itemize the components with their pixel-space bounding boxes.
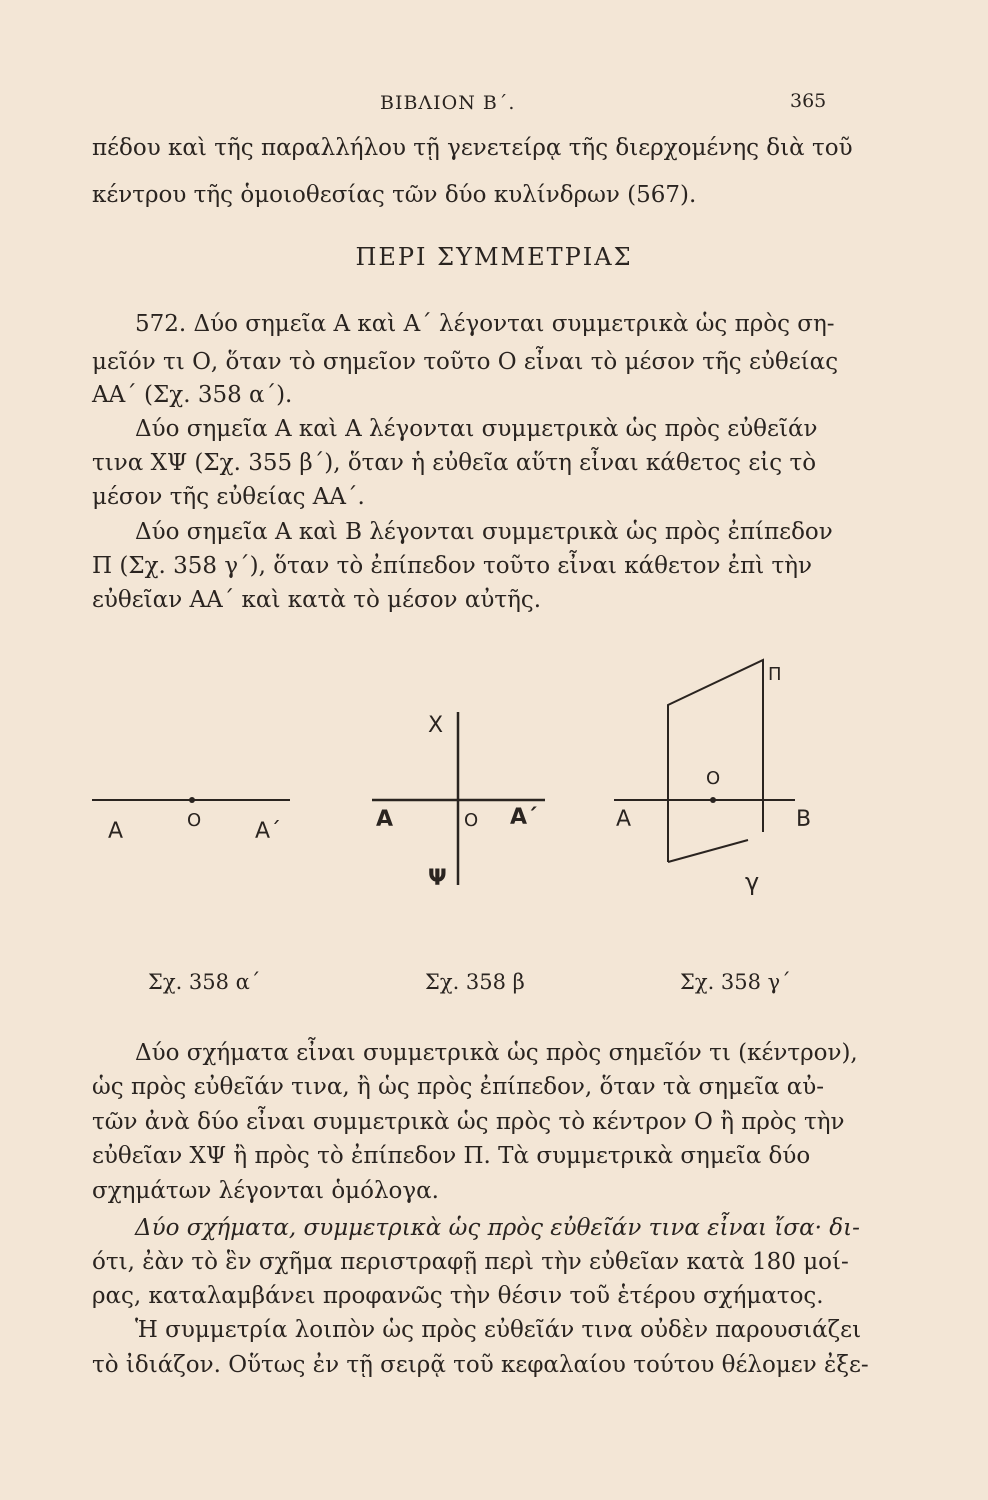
label-b: Β <box>796 807 812 832</box>
section-heading: ΠΕΡΙ ΣΥΜΜΕΤΡΙΑΣ <box>355 243 633 271</box>
running-header: ΒΙΒΛΙΟΝ Β΄. <box>380 92 516 114</box>
label-a-prime: Α΄ <box>510 805 537 830</box>
text-line: ρας, καταλαμβάνει προφανῶς τὴν θέσιν τοῦ ἑτέρου σχήματος. <box>92 1283 824 1309</box>
figure-358-c <box>614 660 811 896</box>
figure-caption-b: Σχ. 358 β <box>425 970 525 994</box>
text-line: Δύο σημεῖα Α καὶ Β λέγονται συμμετρικὰ ὡς πρὸς ἐπίπεδον <box>135 519 833 545</box>
plane-pi-bottom-edge <box>668 840 748 862</box>
figures-358 <box>0 650 988 1020</box>
text-line: τινα ΧΨ (Σχ. 355 β΄), ὅταν ἡ εὐθεῖα αὕτη εἶναι κάθετος εἰς τὸ <box>92 450 817 476</box>
label-a: Α <box>376 807 394 832</box>
label-a: Α <box>616 807 632 832</box>
label-gamma: γ <box>745 868 760 896</box>
figure-358-a <box>92 797 290 844</box>
label-pi: Π <box>768 664 782 685</box>
text-line: Δύο σημεῖα Α καὶ Α λέγονται συμμετρικὰ ὡς πρὸς εὐθεῖάν <box>135 416 818 442</box>
text-line: σχημάτων λέγονται ὁμόλογα. <box>92 1178 439 1204</box>
text-line: εὐθεῖαν ΧΨ ἢ πρὸς τὸ ἐπίπεδον Π. Τὰ συμμετρικὰ σημεῖα δύο <box>92 1143 811 1169</box>
figure-caption-a: Σχ. 358 α΄ <box>148 970 261 994</box>
plane-pi <box>668 660 763 862</box>
text-line: μεῖόν τι Ο, ὅταν τὸ σημεῖον τοῦτο Ο εἶναι τὸ μέσον τῆς εὐθείας <box>92 349 839 375</box>
text-line: εὐθεῖαν ΑΑ΄ καὶ κατὰ τὸ μέσον αὐτῆς. <box>92 587 542 613</box>
text-line: πέδου καὶ τῆς παραλλήλου τῇ γενετείρᾳ τῆς διερχομένης διὰ τοῦ <box>92 135 853 161</box>
text-line: ὡς πρὸς εὐθεῖάν τινα, ἢ ὡς πρὸς ἐπίπεδον, ὅταν τὰ σημεῖα αὐ- <box>92 1074 824 1100</box>
label-x: X <box>428 713 444 738</box>
text-line: τῶν ἀνὰ δύο εἶναι συμμετρικὰ ὡς πρὸς τὸ κέντρον Ο ἢ πρὸς τὴν <box>92 1109 845 1135</box>
label-o: O <box>706 768 721 789</box>
text-line: κέντρου τῆς ὁμοιοθεσίας τῶν δύο κυλίνδρων (567). <box>92 182 697 208</box>
italic-theorem-line: Δύο σχήματα, συμμετρικὰ ὡς πρὸς εὐθεῖάν τινα εἶναι ἴσα· δι- <box>135 1215 860 1241</box>
figure-caption-c: Σχ. 358 γ΄ <box>680 970 791 994</box>
label-o: O <box>464 810 479 831</box>
text-line: 572. Δύο σημεῖα Α καὶ Α΄ λέγονται συμμετρικὰ ὡς πρὸς ση- <box>135 311 835 337</box>
point-o <box>189 797 195 803</box>
page-number: 365 <box>790 90 827 112</box>
text-line: μέσον τῆς εὐθείας ΑΑ΄. <box>92 484 365 510</box>
label-psi: Ψ <box>428 866 447 891</box>
label-a: Α <box>108 819 124 844</box>
figure-358-b <box>372 712 545 891</box>
text-line: Π (Σχ. 358 γ΄), ὅταν τὸ ἐπίπεδον τοῦτο εἶναι κάθετον ἐπὶ τὴν <box>92 553 813 579</box>
text-line: τὸ ἰδιάζον. Οὕτως ἐν τῇ σειρᾷ τοῦ κεφαλαίου τούτου θέλομεν ἐξε- <box>92 1352 869 1378</box>
label-a-prime: Α΄ <box>255 819 282 844</box>
label-o: O <box>187 810 202 831</box>
text-line: ΑΑ΄ (Σχ. 358 α΄). <box>92 382 293 408</box>
text-line: Δύο σχήματα εἶναι συμμετρικὰ ὡς πρὸς σημεῖόν τι (κέντρον), <box>135 1040 858 1066</box>
text-line: ότι, ἐὰν τὸ ἓν σχῆμα περιστραφῇ περὶ τὴν εὐθεῖαν κατὰ 180 μοί- <box>92 1249 849 1275</box>
point-o <box>710 797 716 803</box>
text-line: Ἡ συμμετρία λοιπὸν ὡς πρὸς εὐθεῖάν τινα οὐδὲν παρουσιάζει <box>135 1317 862 1343</box>
